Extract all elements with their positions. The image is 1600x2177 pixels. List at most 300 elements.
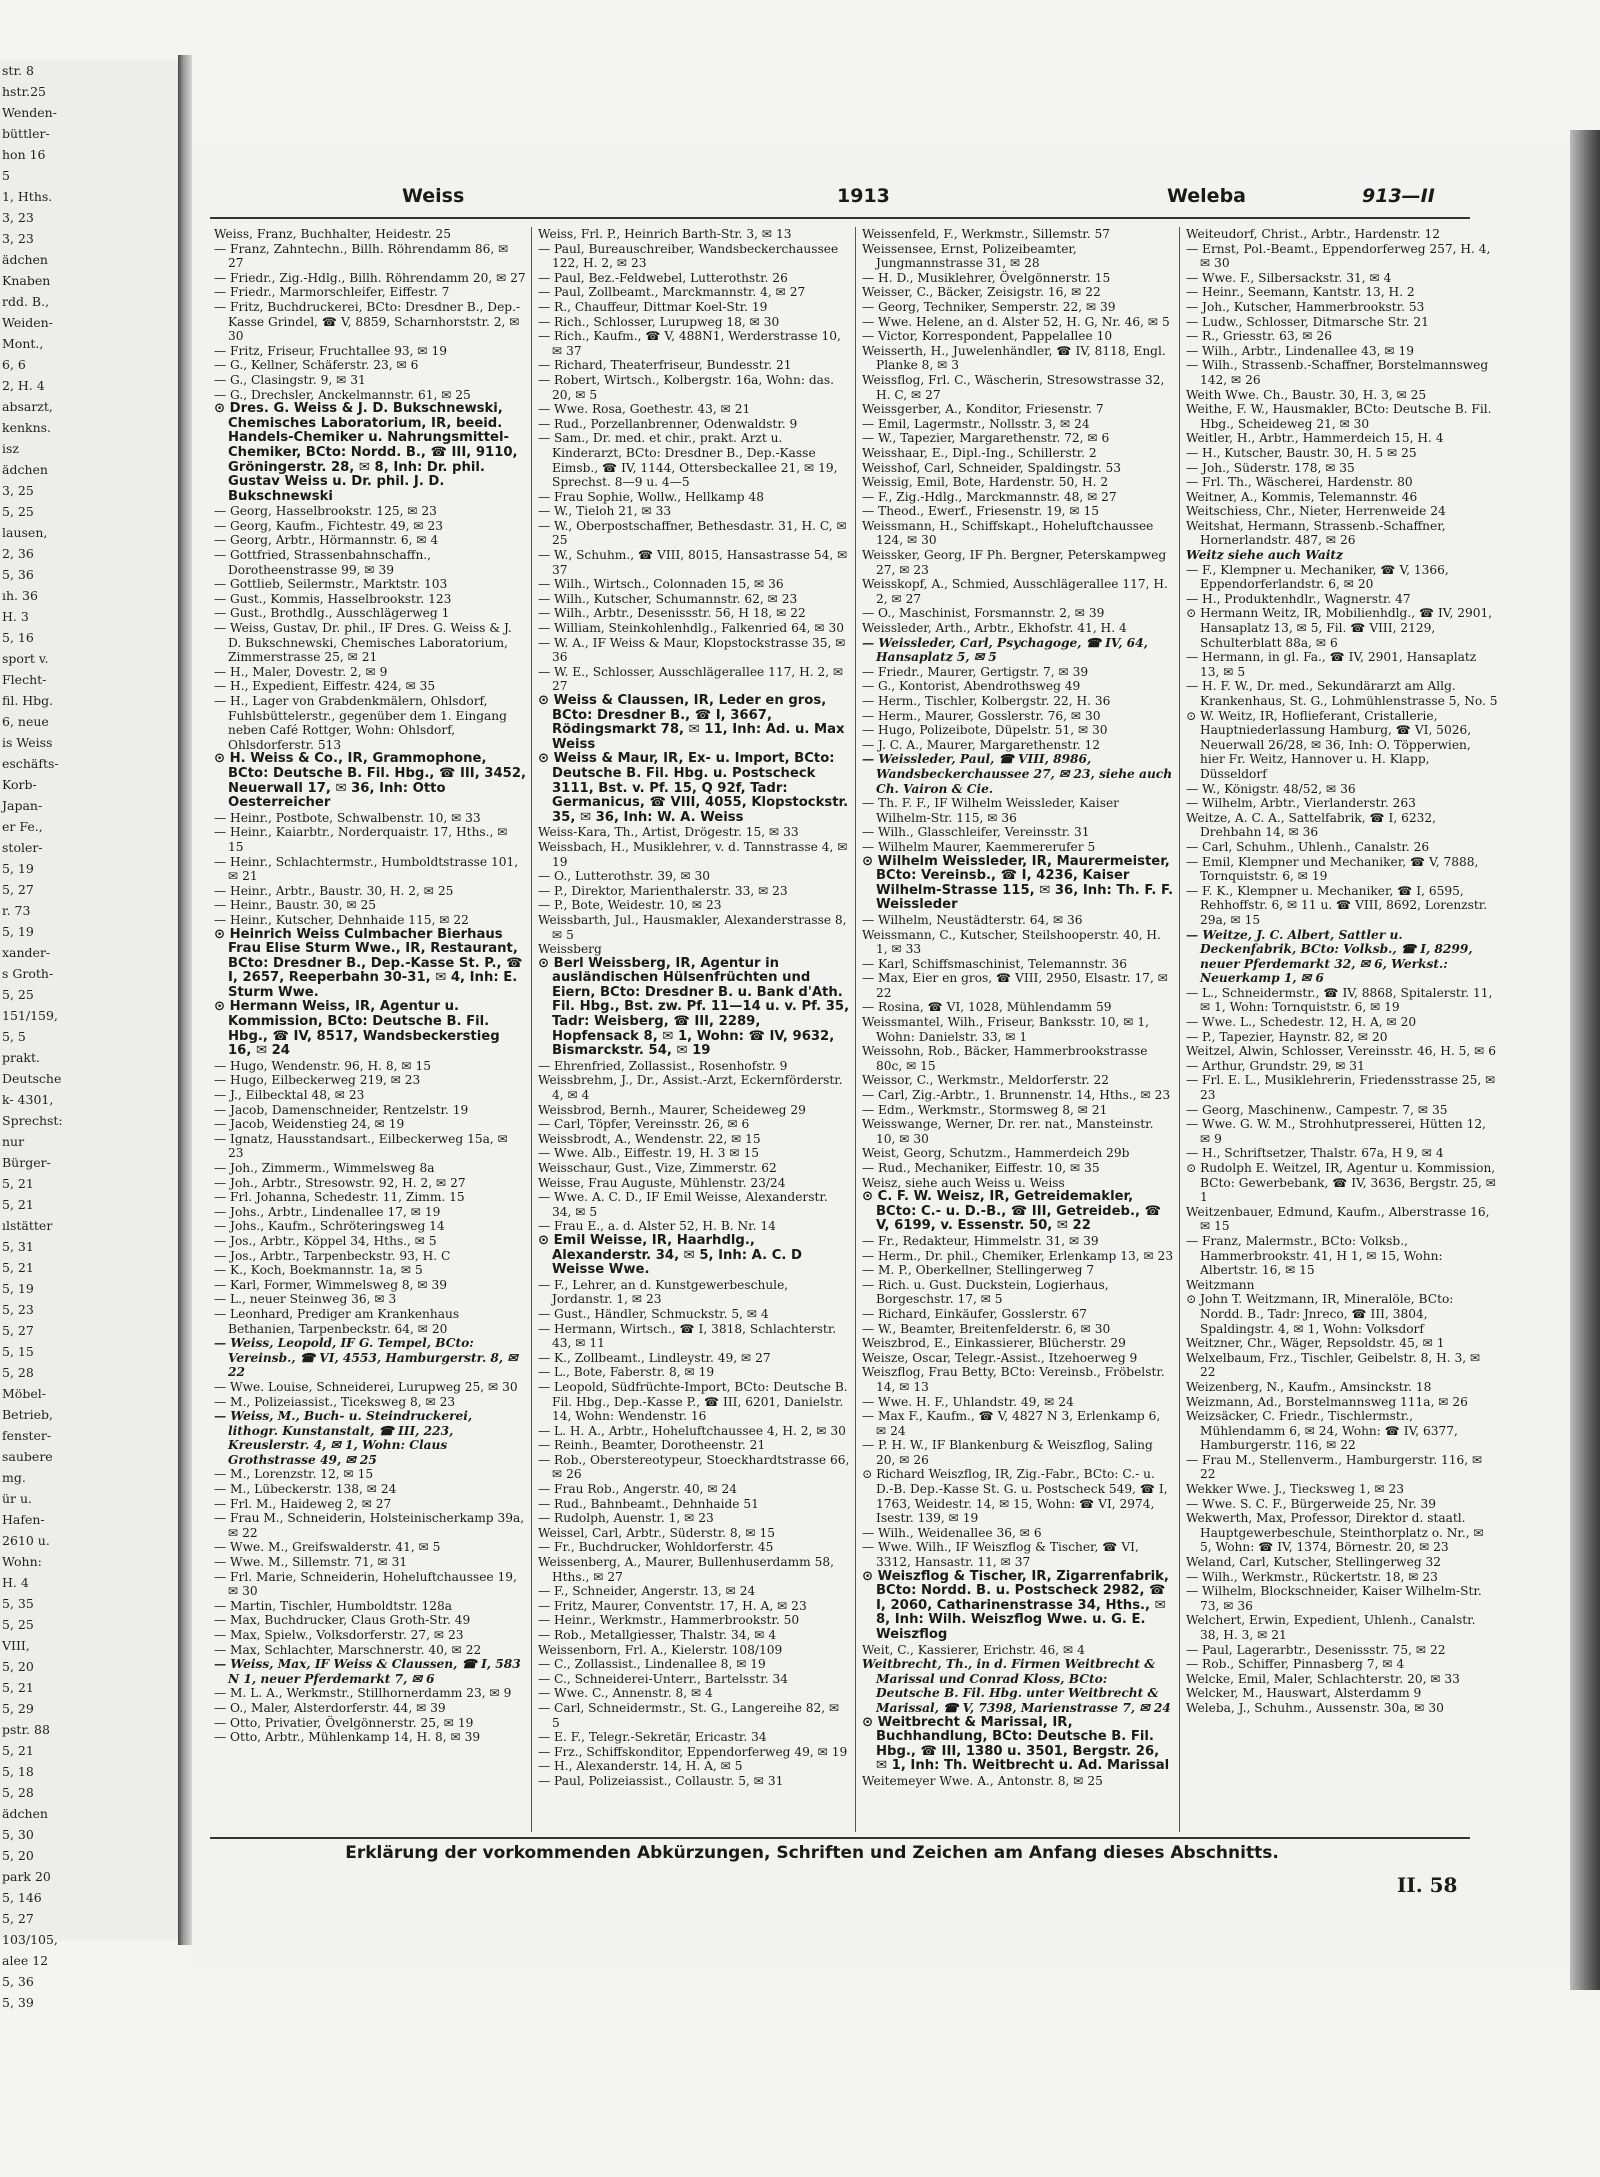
- directory-entry: — Max, Buchdrucker, Claus Groth-Str. 49: [214, 1613, 471, 1628]
- fragment-line: 3, 25: [2, 483, 34, 498]
- fragment-line: Mont.,: [2, 336, 44, 351]
- fragment-line: Wohn:: [2, 1554, 42, 1569]
- directory-entry: — Leopold, Südfrüchte-Import, BCto: Deutsche B. Fil. Hbg., Dep.-Kasse P., ☎ III, 6201, Danielstr. 14, Wohn: Wendenstr. 16: [538, 1379, 848, 1424]
- directory-entry: — Frl. M., Haideweg 2, ✉ 27: [214, 1496, 392, 1511]
- directory-entry: Weitbrecht, Th., in d. Firmen Weitbrecht & Marissal und Conrad Kloss, BCto: Deutsche B. Fil. Hbg. unter Weitbrecht & Marissal, ☎ V, 7398, Marienstrasse 7, ✉ 24: [862, 1657, 1171, 1715]
- directory-entry: — P. H. W., IF Blankenburg & Weiszflog, Saling 20, ✉ 26: [862, 1438, 1153, 1467]
- directory-entry: Weisser, C., Bäcker, Zeisigstr. 16, ✉ 22: [862, 285, 1101, 300]
- directory-entry: Weitzenbauer, Edmund, Kaufm., Alberstrasse 16, ✉ 15: [1186, 1204, 1490, 1234]
- fragment-line: 2, 36: [2, 546, 34, 561]
- directory-entry: — Rob., Schiffer, Pinnasberg 7, ✉ 4: [1186, 1657, 1405, 1672]
- fragment-line: 5, 21: [2, 1260, 34, 1275]
- directory-entry: — Heinr., Baustr. 30, ✉ 25: [214, 898, 377, 913]
- directory-entry: Weitzmann: [1186, 1277, 1255, 1292]
- directory-entry: — Carl, Schneidermstr., St. G., Langereihe 82, ✉ 5: [538, 1700, 840, 1730]
- directory-entry: — Weiss, Max, IF Weiss & Claussen, ☎ I, 583 N 1, neuer Pferdemarkt 7, ✉ 6: [214, 1657, 521, 1686]
- directory-entry: ⊙ Weiss & Claussen, IR, Leder en gros, BCto: Dresdner B., ☎ I, 3667, Rödingsmarkt 78, ✉ 11, Inh: Ad. u. Max Weiss: [538, 693, 845, 752]
- directory-entry: Weitzel, Alwin, Schlosser, Vereinsstr. 46, H. 5, ✉ 6: [1186, 1044, 1496, 1059]
- directory-entry: — Georg, Arbtr., Hörmannstr. 6, ✉ 4: [214, 533, 439, 548]
- directory-entry: Weiss, Frl. P., Heinrich Barth-Str. 3, ✉ 13: [538, 227, 792, 241]
- directory-entry: Weist, Georg, Schutzm., Hammerdeich 29b: [862, 1146, 1130, 1161]
- directory-entry: — Johs., Arbtr., Lindenallee 17, ✉ 19: [214, 1204, 441, 1219]
- directory-entry: — Heinr., Werkmstr., Hammerbrookstr. 50: [538, 1613, 800, 1628]
- fragment-line: Weiden-: [2, 315, 53, 330]
- directory-entry: — Emil, Lagermstr., Nollsstr. 3, ✉ 24: [862, 416, 1090, 431]
- fragment-line: H. 4: [2, 1575, 29, 1590]
- fragment-line: ılstätter: [2, 1218, 53, 1233]
- directory-entry: — Emil, Klempner und Mechaniker, ☎ V, 7888, Tornquiststr. 6, ✉ 19: [1186, 854, 1479, 884]
- directory-entry: — Rich., Kaufm., ☎ V, 488N1, Werderstrasse 10, ✉ 37: [538, 329, 841, 358]
- directory-entry: — Victor, Korrespondent, Pappelallee 10: [862, 329, 1113, 344]
- directory-entry: — Paul, Bez.-Feldwebel, Lutterothstr. 26: [538, 270, 788, 285]
- directory-entry: ⊙ Hermann Weiss, IR, Agentur u. Kommission, BCto: Deutsche B. Fil. Hbg., ☎ IV, 8517, Wandsbeckerstieg 16, ✉ 24: [214, 999, 500, 1059]
- directory-entry: — W., Tapezier, Margarethenstr. 72, ✉ 6: [862, 431, 1110, 446]
- directory-entry: Weizsäcker, C. Friedr., Tischlermstr., Mühlendamm 6, ✉ 24, Wohn: ☎ IV, 6377, Hamburgerstr. 116, ✉ 22: [1186, 1409, 1458, 1453]
- directory-entry: Weitler, H., Arbtr., Hammerdeich 15, H. 4: [1186, 431, 1444, 446]
- directory-entry: — Otto, Privatier, Övelgönnerstr. 25, ✉ 19: [214, 1715, 474, 1730]
- fragment-line: 103/105,: [2, 1932, 58, 1947]
- directory-entry: — Ludw., Schlosser, Ditmarsche Str. 21: [1186, 314, 1429, 329]
- fragment-line: 5, 16: [2, 630, 34, 645]
- directory-entry: ⊙ Weiszflog & Tischer, IR, Zigarrenfabrik, BCto: Nordd. B. u. Postscheck 2982, ☎ I, 2060, Catharinenstrasse 34, Hths., ✉ 8, Inh: Wilh. Weiszflog Wwe. u. G. E. Weiszflog: [862, 1568, 1169, 1642]
- fragment-line: 5, 20: [2, 1659, 34, 1674]
- column-divider: [855, 227, 856, 1832]
- fragment-line: prakt.: [2, 1050, 41, 1065]
- directory-entry: ⊙ W. Weitz, IR, Hoflieferant, Cristallerie, Hauptniederlassung Hamburg, ☎ VI, 5026, Neuerwall 26/28, ✉ 36, Inh: O. Töpperwien, hier Fr. Weitz, Hannover u. H. Klapp, Düsseldorf: [1186, 708, 1472, 781]
- column-2: [538, 227, 850, 1837]
- directory-entry: — Fritz, Buchdruckerei, BCto: Dresdner B., Dep.-Kasse Grindel, ☎ V, 8859, Scharnhorststr. 2, ✉ 30: [214, 299, 521, 344]
- directory-entry: Weitshat, Hermann, Strassenb.-Schaffner, Hornerlandstr. 487, ✉ 26: [1186, 518, 1446, 548]
- directory-entry: — Carl, Schuhm., Uhlenh., Canalstr. 26: [1186, 839, 1430, 854]
- directory-entry: — Max F., Kaufm., ☎ V, 4827 N 3, Erlenkamp 6, ✉ 24: [862, 1409, 1161, 1438]
- directory-entry: — Herm., Tischler, Kolbergstr. 22, H. 36: [862, 694, 1111, 708]
- directory-entry: — Wilh., Werkmstr., Rückertstr. 18, ✉ 23: [1186, 1569, 1438, 1584]
- fragment-line: saubere: [2, 1449, 53, 1464]
- fragment-line: 5, 21: [2, 1197, 34, 1212]
- fragment-line: 5, 36: [2, 567, 34, 582]
- directory-entry: — Wilhelm Maurer, Kaemmererufer 5: [862, 839, 1096, 854]
- fragment-line: 5, 35: [2, 1596, 34, 1611]
- running-header: [192, 185, 1442, 215]
- directory-entry: — Wilh., Kutscher, Schumannstr. 62, ✉ 23: [538, 591, 798, 606]
- directory-entry: Weitzner, Chr., Wäger, Repsoldstr. 45, ✉ 1: [1186, 1336, 1445, 1351]
- directory-entry: — Martin, Tischler, Humboldtstr. 128a: [214, 1598, 453, 1613]
- directory-entry: — Paul, Lagerarbtr., Desenissstr. 75, ✉ 22: [1186, 1642, 1446, 1657]
- directory-entry: Weissbrod, Bernh., Maurer, Scheideweg 29: [538, 1102, 806, 1117]
- fragment-line: 5, 19: [2, 1281, 34, 1296]
- directory-entry: — Wwe. Louise, Schneiderei, Lurupweg 25, ✉ 30: [214, 1379, 518, 1394]
- directory-entry: ⊙ Heinrich Weiss Culmbacher Bierhaus Frau Elise Sturm Wwe., IR, Restaurant, BCto: Dresdner B., Dep.-Kasse St. P., ☎ I, 2657, Reeperbahn 30-31, ✉ 4, Inh: E. Sturm Wwe.: [214, 926, 523, 1000]
- directory-entry: Weiss-Kara, Th., Artist, Drögestr. 15, ✉ 33: [538, 825, 799, 840]
- book-gutter: [178, 55, 192, 1945]
- fragment-line: stoler-: [2, 840, 43, 855]
- fragment-line: 2, H. 4: [2, 378, 45, 393]
- directory-entry: — Karl, Former, Wimmelsweg 8, ✉ 39: [214, 1277, 447, 1292]
- directory-entry: — Jos., Arbtr., Köppel 34, Hths., ✉ 5: [214, 1233, 437, 1248]
- directory-entry: — Frl. Th., Wäscherei, Hardenstr. 80: [1186, 475, 1413, 490]
- directory-entry: — W. E., Schlosser, Ausschlägerallee 117, H. 2, ✉ 27: [538, 664, 844, 694]
- directory-entry: Weissmann, H., Schiffskapt., Hoheluftchaussee 124, ✉ 30: [862, 518, 1154, 548]
- directory-entry: Weissmantel, Wilh., Friseur, Banksstr. 10, ✉ 1, Wohn: Danielstr. 33, ✉ 1: [862, 1015, 1149, 1044]
- fragment-line: ädchen: [2, 252, 48, 267]
- directory-entry: Weiss, Franz, Buchhalter, Heidestr. 25: [214, 227, 451, 241]
- directory-entry: — L., neuer Steinweg 36, ✉ 3: [214, 1292, 397, 1307]
- fragment-line: büttler-: [2, 126, 50, 141]
- directory-entry: ⊙ Dres. G. Weiss & J. D. Bukschnewski, Chemisches Laboratorium, IR, beeid. Handels-Chemiker u. Nahrungsmittel-Chemiker, BCto: Nordd. B., ☎ III, 9110, Gröningerstr. 28, ✉ 8, Inh: Dr. phil. Gustav Weiss u. Dr. phil. J. D. Bukschnewski: [214, 401, 518, 504]
- directory-entry: Weiszflog, Frau Betty, BCto: Vereinsb., Fröbelstr. 14, ✉ 13: [862, 1365, 1165, 1394]
- directory-entry: — Joh., Arbtr., Stresowstr. 92, H. 2, ✉ 27: [214, 1175, 466, 1190]
- directory-entry: Weisswange, Werner, Dr. rer. nat., Mansteinstr. 10, ✉ 30: [862, 1117, 1154, 1146]
- directory-entry: — Carl, Zig.-Arbtr., 1. Brunnenstr. 14, Hths., ✉ 23: [862, 1088, 1171, 1103]
- directory-entry: — Heinr., Seemann, Kantstr. 13, H. 2: [1186, 285, 1415, 300]
- directory-entry: — Wilh., Arbtr., Desenissstr. 56, H 18, ✉ 22: [538, 606, 806, 621]
- directory-entry: ⊙ Berl Weissberg, IR, Agentur in ausländischen Hülsenfrüchten und Eiern, BCto: Dresdner B. u. Bank d'Ath. Fil. Hbg., Bst. zw. Pf. 11—14 u. v. Pf. 35, Tadr: Weisberg, ☎ III, 2289, Hopfensack 8, ✉ 1, Wohn: ☎ IV, 9632, Bismarckstr. 54, ✉ 19: [538, 955, 850, 1059]
- directory-entry: ⊙ C. F. W. Weisz, IR, Getreidemakler, BCto: C.- u. D.-B., ☎ III, Getreideb., ☎ V, 6199, v. Essenstr. 50, ✉ 22: [862, 1189, 1162, 1234]
- directory-entry: — O., Maschinist, Forsmannstr. 2, ✉ 39: [862, 606, 1105, 621]
- fragment-line: s Groth-: [2, 966, 54, 981]
- directory-entry: — Richard, Einkäufer, Gosslerstr. 67: [862, 1306, 1087, 1321]
- directory-entry: ⊙ Richard Weiszflog, IR, Zig.-Fabr., BCto: C.- u. D.-B. Dep.-Kasse St. G. u. Postscheck 549, ☎ I, 1763, Weidestr. 14, ✉ 15, Wohn: ☎ VI, 2974, Isestr. 139, ✉ 19: [862, 1467, 1168, 1526]
- directory-entry: — W., Beamter, Breitenfelderstr. 6, ✉ 30: [862, 1321, 1111, 1336]
- directory-entry: — L., Schneidermstr., ☎ IV, 8868, Spitalerstr. 11, ✉ 1, Wohn: Tornquiststr. 6, ✉ 19: [1186, 985, 1493, 1015]
- fragment-line: 5, 19: [2, 924, 34, 939]
- fragment-line: 5: [2, 168, 10, 183]
- directory-entry: — Weissleder, Carl, Psychagoge, ☎ IV, 64, Hansaplatz 5, ✉ 5: [862, 635, 1148, 665]
- directory-entry: — O., Lutterothstr. 39, ✉ 30: [538, 869, 711, 884]
- directory-entry: — Frau M., Schneiderin, Holsteinischerkamp 39a, ✉ 22: [214, 1511, 525, 1540]
- directory-entry: — Arthur, Grundstr. 29, ✉ 31: [1186, 1058, 1365, 1073]
- directory-entry: ⊙ Weitbrecht & Marissal, IR, Buchhandlung, BCto: Deutsche B. Fil. Hbg., ☎ III, 1380 u. 3501, Bergstr. 26, ✉ 1, Inh: Th. Weitbrecht u. Ad. Marissal: [862, 1714, 1170, 1774]
- directory-entry: — Wwe. Alb., Eiffestr. 19, H. 3 ✉ 15: [538, 1146, 760, 1161]
- directory-entry: Weissensee, Ernst, Polizeibeamter, Jungmannstrasse 31, ✉ 28: [862, 241, 1077, 271]
- fragment-line: 5, 5: [2, 1029, 26, 1044]
- directory-entry: — G., Kontorist, Abendrothsweg 49: [862, 679, 1081, 694]
- directory-entry: — Weiss, Gustav, Dr. phil., IF Dres. G. Weiss & J. D. Bukschnewski, Chemisches Laboratorium, Zimmerstrasse 25, ✉ 21: [214, 621, 512, 665]
- directory-entry: — Wilh., Arbtr., Lindenallee 43, ✉ 19: [1186, 343, 1414, 358]
- fragment-line: r. 73: [2, 903, 31, 918]
- directory-entry: — Herm., Dr. phil., Chemiker, Erlenkamp 13, ✉ 23: [862, 1248, 1174, 1263]
- directory-entry: — F., Klempner u. Mechaniker, ☎ V, 1366, Eppendorferlandstr. 6, ✉ 20: [1186, 562, 1449, 592]
- directory-entry: — Heinr., Kaiarbtr., Norderquaistr. 17, Hths., ✉ 15: [214, 825, 508, 854]
- directory-entry: — P., Bote, Weidestr. 10, ✉ 23: [538, 898, 722, 913]
- directory-entry: — H. F. W., Dr. med., Sekundärarzt am Allg. Krankenhaus, St. G., Lohmühlenstrasse 5, No. 5: [1186, 679, 1498, 708]
- directory-entry: — Frau Sophie, Wollw., Hellkamp 48: [538, 489, 764, 504]
- directory-entry: — Leonhard, Prediger am Krankenhaus Bethanien, Tarpenbeckstr. 64, ✉ 20: [214, 1306, 460, 1336]
- fragment-line: park 20: [2, 1869, 51, 1884]
- directory-entry: Weiteudorf, Christ., Arbtr., Hardenstr. 12: [1186, 227, 1440, 241]
- fragment-line: 5, 36: [2, 1974, 34, 1989]
- directory-entry: — Frl. Marie, Schneiderin, Hoheluftchaussee 19, ✉ 30: [214, 1569, 517, 1599]
- fragment-line: Korb-: [2, 777, 37, 792]
- directory-entry: — F., Schneider, Angerstr. 13, ✉ 24: [538, 1584, 756, 1599]
- column-divider: [531, 227, 532, 1832]
- fragment-line: 5, 28: [2, 1365, 34, 1380]
- directory-entry: — Edm., Werkmstr., Stormsweg 8, ✉ 21: [862, 1102, 1108, 1117]
- fragment-line: 5, 21: [2, 1680, 34, 1695]
- directory-entry: Weissker, Georg, IF Ph. Bergner, Peterskampweg 27, ✉ 23: [862, 548, 1167, 577]
- directory-entry: Weitschiess, Chr., Nieter, Herrenweide 24: [1186, 504, 1446, 519]
- directory-entry: — Rich. u. Gust. Duckstein, Logierhaus, Borgeschstr. 17, ✉ 5: [862, 1277, 1109, 1307]
- directory-entry: — C., Zollassist., Lindenallee 8, ✉ 19: [538, 1657, 766, 1672]
- directory-entry: — P., Tapezier, Haynstr. 82, ✉ 20: [1186, 1029, 1388, 1044]
- directory-entry: — Wwe. Helene, an d. Alster 52, H. G, Nr. 46, ✉ 5: [862, 314, 1170, 329]
- directory-entry: — Hermann, Wirtsch., ☎ I, 3818, Schlachterstr. 43, ✉ 11: [538, 1321, 837, 1351]
- adjacent-page-fragment: [0, 60, 183, 2010]
- directory-entry: Welxelbaum, Frz., Tischler, Geibelstr. 8, H. 3, ✉ 22: [1186, 1350, 1481, 1380]
- directory-entry: Weissenborn, Frl. A., Kielerstr. 108/109: [538, 1642, 783, 1657]
- directory-entry: — Frl. E. L., Musiklehrerin, Friedensstrasse 25, ✉ 23: [1186, 1073, 1496, 1103]
- directory-entry: Weith Wwe. Ch., Baustr. 30, H. 3, ✉ 25: [1186, 387, 1427, 402]
- directory-entry: — Wwe. C., Annenstr. 8, ✉ 4: [538, 1686, 713, 1701]
- directory-entry: — G., Clasingstr. 9, ✉ 31: [214, 372, 366, 387]
- directory-entry: — Weiss, M., Buch- u. Steindruckerei, lithogr. Kunstanstalt, ☎ III, 223, Kreuslerstr. 4, ✉ 1, Wohn: Claus Grothstrasse 49, ✉ 25: [214, 1409, 473, 1467]
- directory-entry: — Wilhelm, Arbtr., Vierlanderstr. 263: [1186, 796, 1416, 811]
- directory-entry: — Wwe. M., Sillemstr. 71, ✉ 31: [214, 1555, 408, 1570]
- fragment-line: 5, 19: [2, 861, 34, 876]
- directory-entry: — Weissleder, Paul, ☎ VIII, 8986, Wandsbeckerchaussee 27, ✉ 23, siehe auch Ch. Vairon & Cie.: [862, 752, 1173, 796]
- directory-entry: Weissbarth, Jul., Hausmakler, Alexanderstrasse 8, ✉ 5: [538, 912, 847, 942]
- directory-entry: — Wwe. G. W. M., Strohhutpresserei, Hütten 12, ✉ 9: [1186, 1117, 1486, 1146]
- directory-entry: — Jacob, Weidenstieg 24, ✉ 19: [214, 1117, 405, 1132]
- directory-entry: — Max, Spielw., Volksdorferstr. 27, ✉ 23: [214, 1628, 464, 1642]
- directory-entry: Weithe, F. W., Hausmakler, BCto: Deutsche B. Fil. Hbg., Scheideweg 21, ✉ 30: [1186, 402, 1492, 431]
- directory-entry: — M. L. A., Werkmstr., Stillhornerdamm 23, ✉ 9: [214, 1686, 512, 1701]
- directory-entry: — Fr., Redakteur, Himmelstr. 31, ✉ 39: [862, 1233, 1099, 1248]
- directory-entry: — G., Drechsler, Anckelmannstr. 61, ✉ 25: [214, 387, 471, 402]
- directory-entry: Weitze, A. C. A., Sattelfabrik, ☎ I, 6232, Drehbahn 14, ✉ 36: [1186, 810, 1436, 840]
- fragment-line: Möbel-: [2, 1386, 46, 1401]
- directory-entry: — M., Lorenzstr. 12, ✉ 15: [214, 1467, 374, 1482]
- directory-entry: — Wilh., Glasschleifer, Vereinsstr. 31: [862, 825, 1090, 840]
- fragment-line: 1, Hths.: [2, 189, 53, 204]
- directory-entry: — William, Steinkohlenhdlg., Falkenried 64, ✉ 30: [538, 621, 844, 636]
- directory-entry: Weit, C., Kassierer, Erichstr. 46, ✉ 4: [862, 1642, 1085, 1657]
- directory-entry: — Georg, Kaufm., Fichtestr. 49, ✉ 23: [214, 518, 444, 533]
- fragment-line: alee 12: [2, 1953, 49, 1968]
- fragment-line: Wenden-: [2, 105, 57, 120]
- directory-entry: — L. H. A., Arbtr., Hoheluftchaussee 4, H. 2, ✉ 30: [538, 1423, 846, 1438]
- directory-entry: — Hugo, Polizeibote, Düpelstr. 51, ✉ 30: [862, 723, 1108, 738]
- directory-entry: — Karl, Schiffsmaschinist, Telemannstr. 36: [862, 956, 1127, 971]
- directory-entry: — F., Lehrer, an d. Kunstgewerbeschule, Jordanstr. 1, ✉ 23: [538, 1277, 789, 1307]
- directory-entry: — G., Kellner, Schäferstr. 23, ✉ 6: [214, 358, 419, 373]
- fragment-line: 3, 23: [2, 231, 34, 246]
- directory-entry: — Jos., Arbtr., Tarpenbeckstr. 93, H. C: [214, 1248, 451, 1263]
- fragment-line: Sprechst:: [2, 1113, 63, 1128]
- directory-entry: — Weiss, Leopold, IF G. Tempel, BCto: Vereinsb., ☎ VI, 4553, Hamburgerstr. 8, ✉ 22: [214, 1336, 518, 1380]
- fragment-line: fenster-: [2, 1428, 52, 1443]
- column-3: [862, 227, 1174, 1837]
- directory-entry: — P., Direktor, Marienthalerstr. 33, ✉ 23: [538, 883, 788, 898]
- directory-entry: — Gust., Brothdlg., Ausschlägerweg 1: [214, 606, 450, 621]
- fragment-line: k- 4301,: [2, 1092, 54, 1107]
- fragment-line: H. 3: [2, 609, 29, 624]
- header-page-ref: 913—II: [1362, 185, 1435, 207]
- fragment-line: 5, 27: [2, 1323, 34, 1338]
- directory-entry: Weitemeyer Wwe. A., Antonstr. 8, ✉ 25: [862, 1773, 1103, 1788]
- directory-entry: Weissel, Carl, Arbtr., Süderstr. 8, ✉ 15: [538, 1525, 776, 1540]
- directory-entry: — Friedr., Zig.-Hdlg., Billh. Röhrendamm 20, ✉ 27: [214, 270, 526, 285]
- directory-entry: Weisze, Oscar, Telegr.-Assist., Itzehoerweg 9: [862, 1350, 1138, 1365]
- fragment-line: 6, neue: [2, 714, 49, 729]
- directory-entry: ⊙ Emil Weisse, IR, Haarhdlg., Alexanderstr. 34, ✉ 5, Inh: A. C. D Weisse Wwe.: [538, 1232, 802, 1278]
- directory-entry: — Wwe. S. C. F., Bürgerweide 25, Nr. 39: [1186, 1496, 1437, 1511]
- directory-entry: Weissbrodt, A., Wendenstr. 22, ✉ 15: [538, 1131, 761, 1146]
- directory-entry: — H., Maler, Dovestr. 2, ✉ 9: [214, 664, 388, 679]
- header-right-word: Weleba: [1167, 185, 1246, 207]
- directory-entry: — M., Lübeckerstr. 138, ✉ 24: [214, 1482, 397, 1497]
- directory-entry: Weissohn, Rob., Bäcker, Hammerbrookstrasse 80c, ✉ 15: [862, 1044, 1148, 1073]
- directory-entry: — Johs., Kaufm., Schröteringsweg 14: [214, 1219, 445, 1234]
- directory-entry: Weiszbrod, E., Einkassierer, Blücherstr. 29: [862, 1336, 1126, 1351]
- directory-entry: — Heinr., Postbote, Schwalbenstr. 10, ✉ 33: [214, 810, 481, 825]
- directory-entry: — Heinr., Schlachtermstr., Humboldtstrasse 101, ✉ 21: [214, 854, 519, 884]
- fragment-line: 5, 15: [2, 1344, 34, 1359]
- directory-entry: Weitner, A., Kommis, Telemannstr. 46: [1186, 489, 1418, 504]
- directory-entry: — H., Lager von Grabdenkmälern, Ohlsdorf, Fuhlsbüttelerstr., gegenüber dem 1. Eingang neben Café Rottger, Wohn: Ohlsdorf, Ohlsdorferstr. 513: [214, 694, 507, 752]
- fragment-line: ädchen: [2, 462, 48, 477]
- fragment-line: ür u.: [2, 1491, 33, 1506]
- fragment-line: er Fe.,: [2, 819, 43, 834]
- fragment-line: 5, 18: [2, 1764, 34, 1779]
- column-4: [1186, 227, 1498, 1837]
- fragment-line: ädchen: [2, 1806, 48, 1821]
- directory-entry: — Ehrenfried, Zollassist., Rosenhofstr. 9: [538, 1058, 788, 1073]
- directory-entry: Weisserth, H., Juwelenhändler, ☎ IV, 8118, Engl. Planke 8, ✉ 3: [862, 343, 1166, 373]
- directory-entry: — Georg, Maschinenw., Campestr. 7, ✉ 35: [1186, 1102, 1448, 1117]
- directory-entry: — Wilh., Wirtsch., Colonnaden 15, ✉ 36: [538, 577, 784, 592]
- fragment-line: Japan-: [2, 798, 43, 813]
- directory-entry: Weissenfeld, F., Werkmstr., Sillemstr. 57: [862, 227, 1111, 241]
- directory-entry: Weisskopf, A., Schmied, Ausschlägerallee 117, H. 2, ✉ 27: [862, 577, 1168, 606]
- page-number: II. 58: [1397, 1873, 1458, 1897]
- directory-entry: Weisz, siehe auch Weiss u. Weiss: [862, 1175, 1065, 1190]
- directory-entry: — Herm., Maurer, Gosslerstr. 76, ✉ 30: [862, 708, 1101, 723]
- directory-entry: — Otto, Arbtr., Mühlenkamp 14, H. 8, ✉ 39: [214, 1730, 481, 1745]
- directory-entry: — Weitze, J. C. Albert, Sattler u. Deckenfabrik, BCto: Volksb., ☎ I, 8299, neuer Pferdemarkt 32, ✉ 6, Werkst.: Neuerkamp 1, ✉ 6: [1186, 927, 1473, 986]
- fragment-line: 5, 146: [2, 1890, 42, 1905]
- fragment-line: VIII,: [2, 1638, 30, 1653]
- directory-entry: Weizmann, Ad., Borstelmannsweg 111a, ✉ 26: [1186, 1394, 1468, 1409]
- directory-entry: — Wilh., Strassenb.-Schaffner, Borstelmannsweg 142, ✉ 26: [1186, 358, 1489, 387]
- directory-entry: — Carl, Töpfer, Vereinsstr. 26, ✉ 6: [538, 1117, 750, 1132]
- directory-entry: Welchert, Erwin, Expedient, Uhlenh., Canalstr. 38, H. 3, ✉ 21: [1186, 1613, 1476, 1642]
- directory-entry: — Wilhelm, Blockschneider, Kaiser Wilhelm-Str. 73, ✉ 36: [1186, 1584, 1482, 1613]
- directory-entry: Weissmann, C., Kutscher, Steilshooperstr. 40, H. 1, ✉ 33: [862, 927, 1161, 957]
- fragment-line: str. 8: [2, 63, 34, 78]
- directory-entry: — O., Maler, Alsterdorferstr. 44, ✉ 39: [214, 1700, 446, 1715]
- fragment-line: rdd. B.,: [2, 294, 50, 309]
- directory-entry: — Rudolph, Auenstr. 1, ✉ 23: [538, 1511, 714, 1526]
- directory-entry: — Frau E., a. d. Alster 52, H. B. Nr. 14: [538, 1219, 776, 1234]
- directory-entry: Weissgerber, A., Konditor, Friesenstr. 7: [862, 402, 1104, 417]
- fragment-line: eschäfts-: [2, 756, 59, 771]
- directory-entry: — Jacob, Damenschneider, Rentzelstr. 19: [214, 1102, 469, 1117]
- directory-entry: — R., Chauffeur, Dittmar Koel-Str. 19: [538, 299, 768, 314]
- directory-entry: — J., Eilbecktal 48, ✉ 23: [214, 1088, 365, 1103]
- directory-entry: — Hermann, in gl. Fa., ☎ IV, 2901, Hansaplatz 13, ✉ 5: [1186, 650, 1477, 679]
- directory-entry: Weissberg: [538, 942, 602, 957]
- directory-entry: — Georg, Hasselbrookstr. 125, ✉ 23: [214, 504, 437, 519]
- directory-entry: ⊙ H. Weiss & Co., IR, Grammophone, BCto: Deutsche B. Fil. Hbg., ☎ III, 3452, Neuerwall 17, ✉ 36, Inh: Otto Oesterreicher: [214, 751, 527, 811]
- footer-rule: [210, 1837, 1470, 1839]
- fragment-line: mg.: [2, 1470, 26, 1485]
- directory-entry: — Hugo, Eilbeckerweg 219, ✉ 23: [214, 1073, 421, 1088]
- directory-entry: — M., Polizeiassist., Ticeksweg 8, ✉ 23: [214, 1394, 456, 1409]
- directory-entry: Weissig, Emil, Bote, Hardenstr. 50, H. 2: [862, 475, 1109, 490]
- directory-entry: — Wwe. L., Schedestr. 12, H. A, ✉ 20: [1186, 1015, 1417, 1030]
- directory-entry: Welcker, M., Hauswart, Alsterdamm 9: [1186, 1686, 1422, 1701]
- fragment-line: pstr. 88: [2, 1722, 50, 1737]
- directory-entry: — Paul, Bureauschreiber, Wandsbeckerchaussee 122, H. 2, ✉ 23: [538, 241, 839, 271]
- directory-entry: Welcke, Emil, Maler, Schlachterstr. 20, ✉ 33: [1186, 1671, 1460, 1686]
- column-1: [214, 227, 526, 1837]
- fragment-line: xander-: [2, 945, 51, 960]
- directory-entry: — H., Expedient, Eiffestr. 424, ✉ 35: [214, 679, 436, 694]
- directory-entry: — Robert, Wirtsch., Kolbergstr. 16a, Wohn: das. 20, ✉ 5: [538, 372, 835, 402]
- fragment-line: 3, 23: [2, 210, 34, 225]
- directory-entry: Weissor, C., Werkmstr., Meldorferstr. 22: [862, 1073, 1110, 1088]
- directory-entry: — Rud., Mechaniker, Eiffestr. 10, ✉ 35: [862, 1161, 1100, 1175]
- fragment-line: ıh. 36: [2, 588, 38, 603]
- directory-entry: — H., Alexanderstr. 14, H. A, ✉ 5: [538, 1759, 743, 1774]
- fragment-line: hon 16: [2, 147, 46, 162]
- directory-entry: ⊙ Hermann Weitz, IR, Mobilienhdlg., ☎ IV, 2901, Hansaplatz 13, ✉ 5, Fil. ☎ VIII, 2129, Schulterblatt 88a, ✉ 6: [1186, 606, 1493, 650]
- fragment-line: 5, 30: [2, 1827, 34, 1842]
- directory-entry: — J. C. A., Maurer, Margarethenstr. 12: [862, 737, 1101, 752]
- directory-entry: — Richard, Theaterfriseur, Bundesstr. 21: [538, 358, 792, 373]
- directory-entry: Weissflog, Frl. C., Wäscherin, Stresowstrasse 32, H. C, ✉ 27: [862, 372, 1165, 402]
- fragment-line: absarzt,: [2, 399, 53, 414]
- directory-entry: ⊙ Wilhelm Weissleder, IR, Maurermeister, BCto: Vereinsb., ☎ I, 4236, Kaiser Wilhelm-Strasse 115, ✉ 36, Inh: Th. F. F. Weissleder: [862, 853, 1174, 913]
- directory-entry: — Paul, Zollbeamt., Marckmannstr. 4, ✉ 27: [538, 285, 806, 300]
- fragment-line: 5, 29: [2, 1701, 34, 1716]
- fragment-line: hstr.25: [2, 84, 46, 99]
- directory-entry: — Wwe. F., Silbersackstr. 31, ✉ 4: [1186, 270, 1392, 285]
- fragment-line: 5, 21: [2, 1176, 34, 1191]
- fragment-line: kenkns.: [2, 420, 52, 435]
- directory-entry: — Rich., Schlosser, Lurupweg 18, ✉ 30: [538, 314, 780, 329]
- fragment-line: 5, 25: [2, 1617, 34, 1632]
- book-edge: [1570, 130, 1600, 1990]
- directory-entry: — Wilh., Weidenallee 36, ✉ 6: [862, 1525, 1042, 1540]
- footer-note: Erklärung der vorkommenden Abkürzungen, Schriften und Zeichen am Anfang dieses Abschnitts.: [345, 1843, 1279, 1863]
- directory-entry: Weizenberg, N., Kaufm., Amsinckstr. 18: [1186, 1379, 1432, 1394]
- directory-entry: — W., Oberpostschaffner, Bethesdastr. 31, H. C, ✉ 25: [538, 518, 847, 548]
- directory-entry: — Ignatz, Hausstandsart., Eilbeckerweg 15a, ✉ 23: [214, 1131, 508, 1161]
- directory-entry: — K., Koch, Boekmannstr. 1a, ✉ 5: [214, 1263, 423, 1278]
- directory-entry: — Georg, Techniker, Semperstr. 22, ✉ 39: [862, 299, 1116, 314]
- fragment-line: 5, 27: [2, 882, 34, 897]
- fragment-line: 5, 28: [2, 1785, 34, 1800]
- fragment-line: Bürger-: [2, 1155, 51, 1170]
- directory-entry: — H., Schriftsetzer, Thalstr. 67a, H 9, ✉ 4: [1186, 1146, 1444, 1161]
- directory-entry: Weisshaar, E., Dipl.-Ing., Schillerstr. 2: [862, 445, 1097, 460]
- directory-entry: Weitz siehe auch Waitz: [1186, 548, 1343, 563]
- directory-entry: — Paul, Polizeiassist., Collaustr. 5, ✉ 31: [538, 1773, 784, 1788]
- directory-entry: — Gottfried, Strassenbahnschaffn., Dorotheenstrasse 99, ✉ 39: [214, 548, 432, 577]
- fragment-line: 2610 u.: [2, 1533, 50, 1548]
- directory-entry: — Frau Rob., Angerstr. 40, ✉ 24: [538, 1482, 737, 1497]
- directory-entry: — Frau M., Stellenverm., Hamburgerstr. 116, ✉ 22: [1186, 1452, 1483, 1482]
- fragment-line: nur: [2, 1134, 25, 1149]
- directory-entry: — Fritz, Friseur, Fruchtallee 93, ✉ 19: [214, 343, 447, 358]
- header-left-word: Weiss: [402, 185, 465, 207]
- directory-entry: Wekker Wwe. J., Tiecksweg 1, ✉ 23: [1186, 1482, 1405, 1497]
- directory-entry: — Reinh., Beamter, Dorotheenstr. 21: [538, 1438, 766, 1453]
- directory-entry: — Wwe. M., Greifswalderstr. 41, ✉ 5: [214, 1540, 441, 1555]
- directory-entry: Weissenberg, A., Maurer, Bullenhuserdamm 58, Hths., ✉ 27: [538, 1555, 834, 1584]
